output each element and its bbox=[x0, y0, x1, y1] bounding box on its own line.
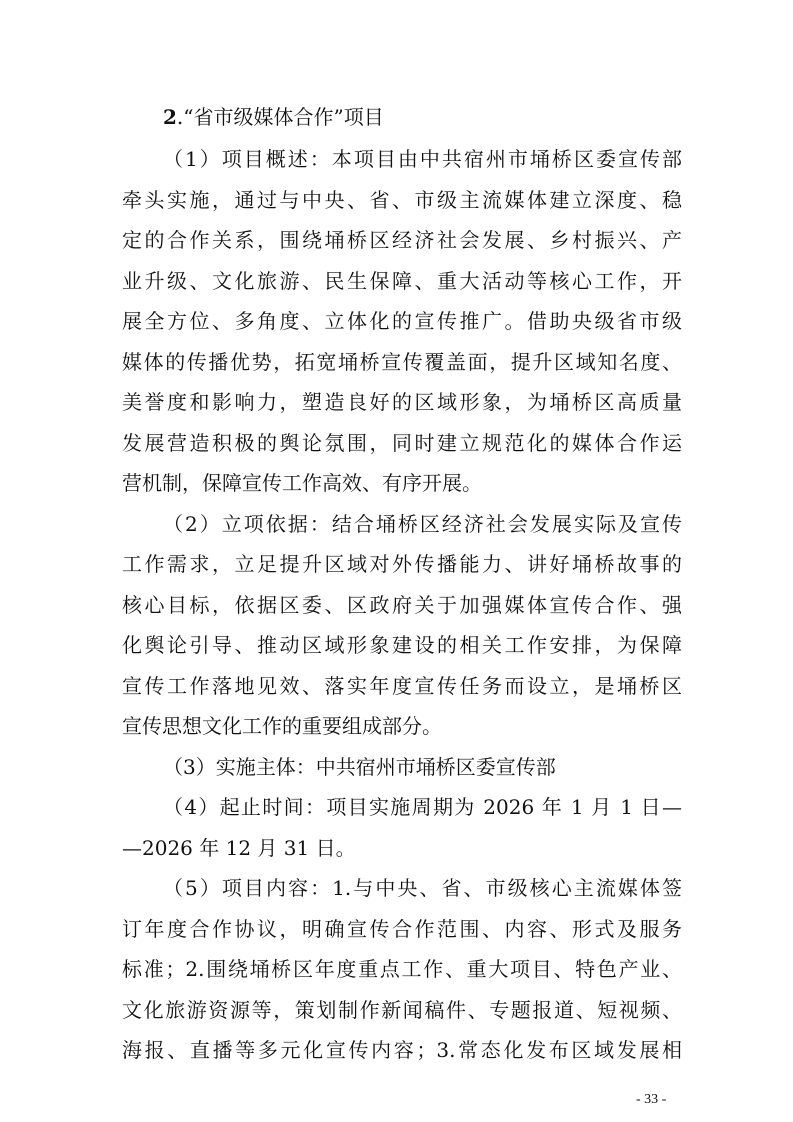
paragraph-1-line-2: 牵头实施，通过与中央、省、市级主流媒体建立深度、稳 bbox=[122, 187, 682, 212]
paragraph-2-line-5: 宣传工作落地见效、落实年度宣传任务而设立，是埇桥区 bbox=[122, 673, 682, 698]
paragraph-1-line-6: 媒体的传播优势，拓宽埇桥宣传覆盖面，提升区域知名度、 bbox=[122, 349, 682, 374]
paragraph-1-line-3: 定的合作关系，围绕埇桥区经济社会发展、乡村振兴、产 bbox=[122, 228, 682, 252]
paragraph-5-line-3: 标准；2.围绕埇桥区年度重点工作、重大项目、特色产业、 bbox=[122, 957, 682, 981]
paragraph-2-line-4: 化舆论引导、推动区域形象建设的相关工作安排，为保障 bbox=[122, 633, 682, 657]
paragraph-4-line-1: （4）起止时间：项目实施周期为 2026 年 1 月 1 日— bbox=[163, 795, 682, 819]
paragraph-2-line-6: 宣传思想文化工作的重要组成部分。 bbox=[122, 714, 442, 738]
paragraph-4-line-2: —2026 年 12 月 31 日。 bbox=[122, 835, 356, 860]
page-number: - 33 - bbox=[636, 1091, 667, 1107]
paragraph-2-line-1: （2）立项依据：结合埇桥区经济社会发展实际及宣传 bbox=[163, 511, 682, 536]
paragraph-5-line-1: （5）项目内容：1.与中央、省、市级核心主流媒体签 bbox=[163, 876, 682, 900]
section-title: .“省市级媒体合作”项目 bbox=[176, 105, 384, 129]
paragraph-3-line-1: （3）实施主体：中共宿州市埇桥区委宣传部 bbox=[163, 754, 556, 779]
paragraph-2-line-2: 工作需求，立足提升区域对外传播能力、讲好埇桥故事的 bbox=[122, 552, 682, 576]
paragraph-1-line-8: 发展营造积极的舆论氛围，同时建立规范化的媒体合作运 bbox=[122, 430, 682, 455]
paragraph-5-line-2: 订年度合作协议，明确宣传合作范围、内容、形式及服务 bbox=[122, 916, 682, 941]
section-heading bbox=[163, 103, 384, 131]
paragraph-5-line-5: 海报、直播等多元化宣传内容；3.常态化发布区域发展相 bbox=[122, 1038, 682, 1062]
paragraph-5-line-4: 文化旅游资源等，策划制作新闻稿件、专题报道、短视频、 bbox=[122, 997, 682, 1022]
paragraph-1-line-4: 业升级、文化旅游、民生保障、重大活动等核心工作，开 bbox=[122, 268, 682, 293]
paragraph-2-line-3: 核心目标，依据区委、区政府关于加强媒体宣传合作、强 bbox=[122, 592, 682, 617]
paragraph-1-line-5: 展全方位、多角度、立体化的宣传推广。借助央级省市级 bbox=[122, 309, 682, 333]
paragraph-1-line-1: （1）项目概述：本项目由中共宿州市埇桥区委宣传部 bbox=[163, 147, 682, 171]
paragraph-1-line-7: 美誉度和影响力，塑造良好的区域形象，为埇桥区高质量 bbox=[122, 390, 682, 414]
section-number: 2 bbox=[163, 105, 177, 129]
paragraph-1-line-9: 营机制，保障宣传工作高效、有序开展。 bbox=[122, 471, 482, 495]
